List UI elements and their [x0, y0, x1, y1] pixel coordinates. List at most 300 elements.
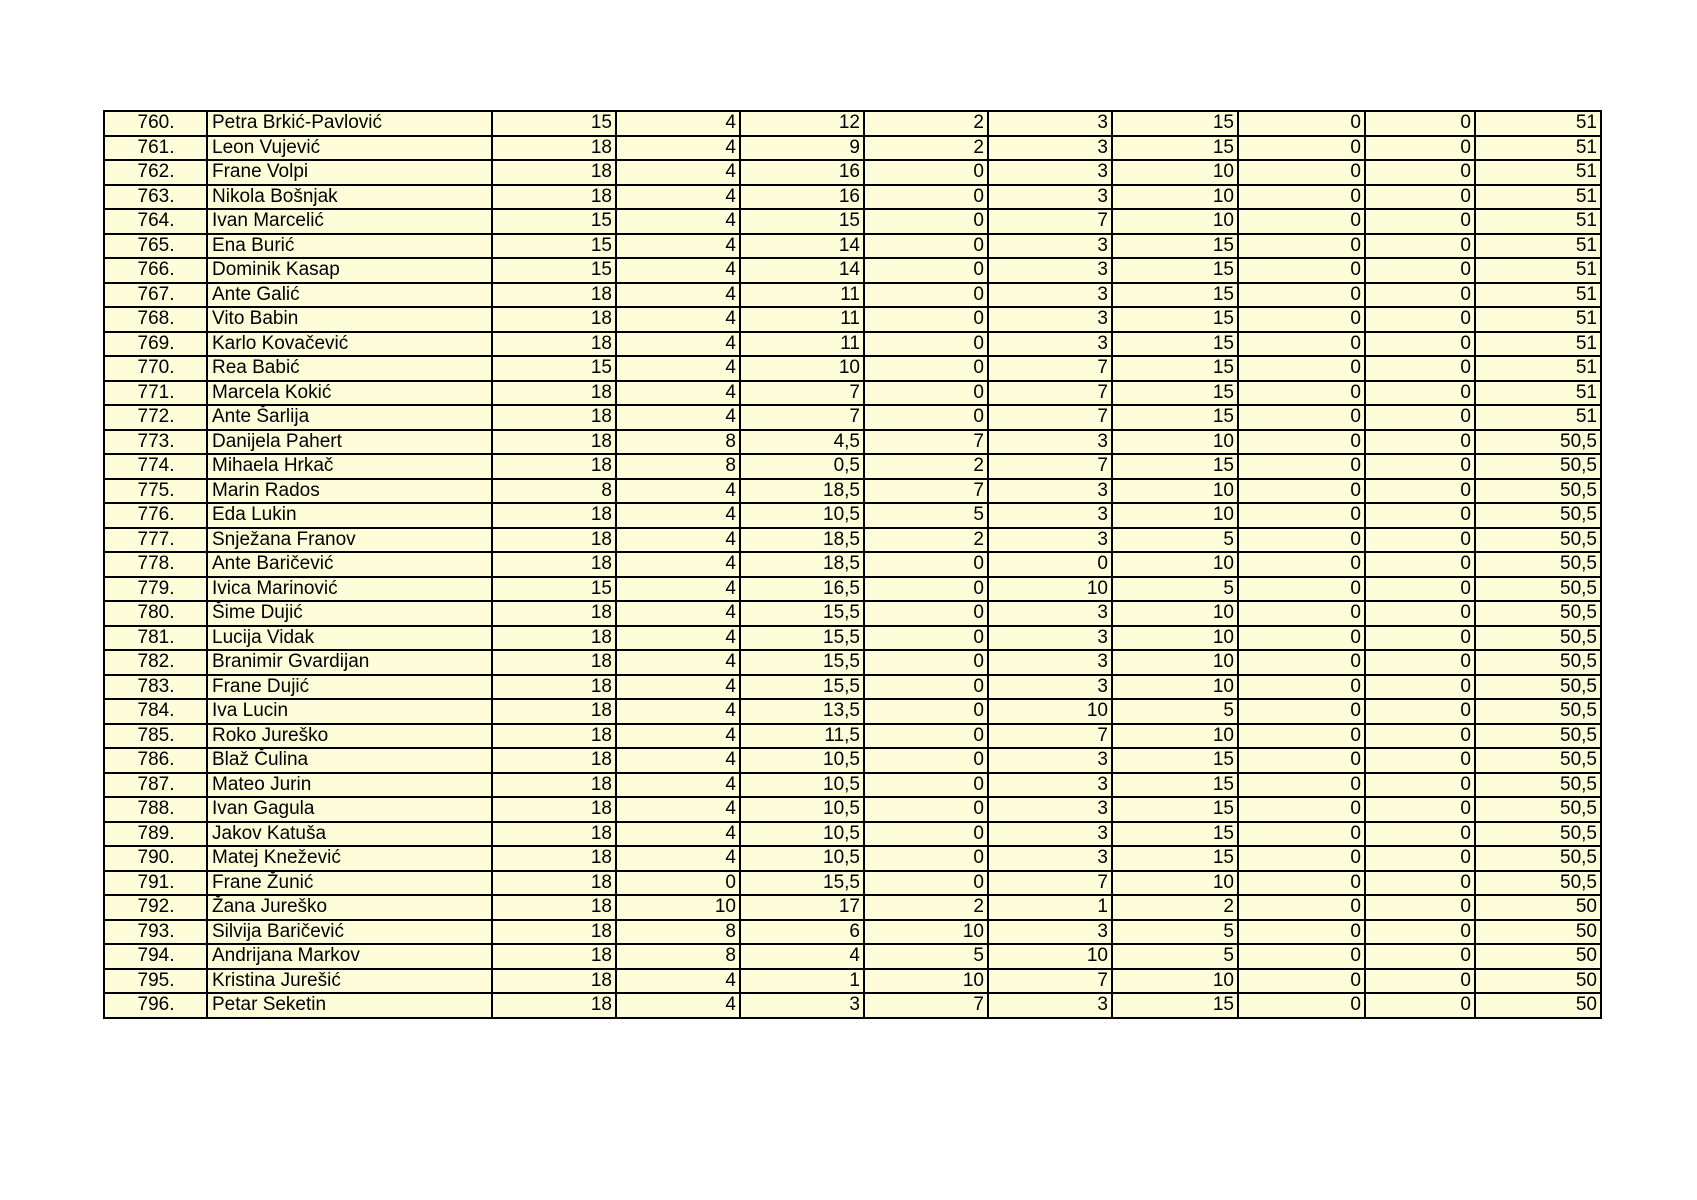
score-cell: 4	[616, 699, 740, 724]
score-cell: 2	[1112, 895, 1238, 920]
name-cell: Roko Jureško	[207, 724, 492, 749]
total-cell: 50,5	[1475, 454, 1601, 479]
table-row	[104, 650, 1601, 675]
score-cell: 0	[1238, 724, 1365, 749]
score-cell: 15	[492, 258, 616, 283]
table-row	[104, 381, 1601, 406]
score-cell: 10	[1112, 724, 1238, 749]
score-cell: 15,5	[740, 626, 864, 651]
score-cell: 14	[740, 258, 864, 283]
score-cell: 4	[616, 993, 740, 1018]
table-row	[104, 136, 1601, 161]
table-row	[104, 332, 1601, 357]
name-cell: Eda Lukin	[207, 503, 492, 528]
score-cell: 5	[1112, 944, 1238, 969]
score-cell: 10,5	[740, 503, 864, 528]
score-cell: 18	[492, 920, 616, 945]
score-cell: 4,5	[740, 430, 864, 455]
score-cell: 0	[1365, 895, 1475, 920]
score-cell: 8	[616, 920, 740, 945]
score-cell: 7	[864, 430, 988, 455]
table-row	[104, 846, 1601, 871]
score-cell: 0	[1365, 871, 1475, 896]
score-cell: 5	[1112, 699, 1238, 724]
score-cell: 0	[1365, 479, 1475, 504]
score-cell: 15	[740, 209, 864, 234]
total-cell: 50,5	[1475, 773, 1601, 798]
score-cell: 0	[1238, 675, 1365, 700]
score-cell: 18	[492, 185, 616, 210]
total-cell: 51	[1475, 209, 1601, 234]
table-row	[104, 185, 1601, 210]
score-cell: 15	[1112, 283, 1238, 308]
score-cell: 4	[616, 773, 740, 798]
table-row	[104, 234, 1601, 259]
score-cell: 15	[492, 234, 616, 259]
score-cell: 0	[1238, 234, 1365, 259]
score-cell: 4	[616, 405, 740, 430]
score-cell: 0	[1238, 969, 1365, 994]
score-cell: 3	[988, 283, 1112, 308]
score-cell: 0	[1365, 160, 1475, 185]
score-cell: 0	[1238, 111, 1365, 136]
rank-cell: 767.	[104, 283, 207, 308]
score-cell: 0	[1365, 405, 1475, 430]
table-row	[104, 356, 1601, 381]
score-cell: 0	[1238, 699, 1365, 724]
score-cell: 0	[1365, 601, 1475, 626]
score-cell: 6	[740, 920, 864, 945]
score-cell: 3	[988, 234, 1112, 259]
score-cell: 3	[988, 258, 1112, 283]
score-cell: 4	[616, 528, 740, 553]
score-cell: 0	[1365, 577, 1475, 602]
table-row	[104, 307, 1601, 332]
score-cell: 15	[492, 577, 616, 602]
score-cell: 0	[1365, 675, 1475, 700]
score-cell: 15	[1112, 822, 1238, 847]
name-cell: Vito Babin	[207, 307, 492, 332]
score-cell: 3	[988, 626, 1112, 651]
score-cell: 3	[988, 993, 1112, 1018]
score-cell: 10,5	[740, 846, 864, 871]
score-cell: 15	[1112, 454, 1238, 479]
score-cell: 0	[1238, 944, 1365, 969]
name-cell: Ena Burić	[207, 234, 492, 259]
name-cell: Rea Babić	[207, 356, 492, 381]
score-cell: 4	[616, 332, 740, 357]
score-cell: 15	[1112, 332, 1238, 357]
score-cell: 10	[1112, 160, 1238, 185]
rank-cell: 795.	[104, 969, 207, 994]
score-cell: 15	[1112, 846, 1238, 871]
score-cell: 0	[1238, 822, 1365, 847]
score-cell: 10	[1112, 626, 1238, 651]
total-cell: 50,5	[1475, 797, 1601, 822]
name-cell: Frane Dujić	[207, 675, 492, 700]
score-cell: 15	[1112, 993, 1238, 1018]
score-cell: 15	[1112, 381, 1238, 406]
results-body	[104, 111, 1601, 1018]
score-cell: 4	[616, 577, 740, 602]
score-cell: 4	[616, 650, 740, 675]
score-cell: 0	[1365, 258, 1475, 283]
score-cell: 4	[740, 944, 864, 969]
score-cell: 3	[988, 528, 1112, 553]
score-cell: 18	[492, 895, 616, 920]
table-row	[104, 920, 1601, 945]
score-cell: 0	[1238, 577, 1365, 602]
name-cell: Nikola Bošnjak	[207, 185, 492, 210]
score-cell: 18	[492, 846, 616, 871]
total-cell: 50	[1475, 944, 1601, 969]
score-cell: 18	[492, 307, 616, 332]
score-cell: 4	[616, 160, 740, 185]
name-cell: Lucija Vidak	[207, 626, 492, 651]
score-cell: 0	[1238, 871, 1365, 896]
score-cell: 0	[864, 577, 988, 602]
total-cell: 51	[1475, 234, 1601, 259]
score-cell: 16,5	[740, 577, 864, 602]
score-cell: 0	[1238, 209, 1365, 234]
table-row	[104, 503, 1601, 528]
total-cell: 51	[1475, 160, 1601, 185]
score-cell: 15	[492, 209, 616, 234]
score-cell: 18	[492, 160, 616, 185]
score-cell: 10	[1112, 601, 1238, 626]
score-cell: 10	[1112, 209, 1238, 234]
score-cell: 0	[1238, 307, 1365, 332]
score-cell: 0	[864, 724, 988, 749]
score-cell: 10	[864, 920, 988, 945]
table-row	[104, 675, 1601, 700]
score-cell: 18	[492, 528, 616, 553]
total-cell: 50,5	[1475, 748, 1601, 773]
score-cell: 7	[740, 405, 864, 430]
score-cell: 0	[864, 601, 988, 626]
score-cell: 0	[1365, 356, 1475, 381]
score-cell: 0	[1238, 283, 1365, 308]
score-cell: 3	[988, 650, 1112, 675]
total-cell: 50,5	[1475, 503, 1601, 528]
score-cell: 18	[492, 699, 616, 724]
name-cell: Leon Vujević	[207, 136, 492, 161]
score-cell: 4	[616, 479, 740, 504]
table-row	[104, 258, 1601, 283]
score-cell: 7	[864, 993, 988, 1018]
name-cell: Ante Šarlija	[207, 405, 492, 430]
total-cell: 51	[1475, 405, 1601, 430]
score-cell: 8	[616, 454, 740, 479]
score-cell: 15	[492, 111, 616, 136]
name-cell: Jakov Katuša	[207, 822, 492, 847]
table-row	[104, 724, 1601, 749]
score-cell: 10	[1112, 552, 1238, 577]
score-cell: 0	[1238, 430, 1365, 455]
score-cell: 0	[1238, 748, 1365, 773]
rank-cell: 792.	[104, 895, 207, 920]
total-cell: 50	[1475, 969, 1601, 994]
score-cell: 3	[988, 332, 1112, 357]
score-cell: 15	[1112, 405, 1238, 430]
score-cell: 0	[1238, 626, 1365, 651]
score-cell: 4	[616, 797, 740, 822]
rank-cell: 796.	[104, 993, 207, 1018]
score-cell: 4	[616, 552, 740, 577]
score-cell: 10	[1112, 430, 1238, 455]
score-cell: 18	[492, 136, 616, 161]
table-row	[104, 552, 1601, 577]
score-cell: 0	[1238, 552, 1365, 577]
rank-cell: 781.	[104, 626, 207, 651]
rank-cell: 760.	[104, 111, 207, 136]
score-cell: 5	[864, 944, 988, 969]
rank-cell: 766.	[104, 258, 207, 283]
score-cell: 18	[492, 454, 616, 479]
score-cell: 15	[1112, 111, 1238, 136]
score-cell: 0	[864, 209, 988, 234]
score-cell: 10	[1112, 503, 1238, 528]
score-cell: 15	[1112, 797, 1238, 822]
score-cell: 18	[492, 626, 616, 651]
score-cell: 4	[616, 234, 740, 259]
score-cell: 3	[988, 307, 1112, 332]
rank-cell: 787.	[104, 773, 207, 798]
score-cell: 10	[864, 969, 988, 994]
total-cell: 50,5	[1475, 650, 1601, 675]
rank-cell: 770.	[104, 356, 207, 381]
table-row	[104, 626, 1601, 651]
name-cell: Marcela Kokić	[207, 381, 492, 406]
total-cell: 51	[1475, 136, 1601, 161]
score-cell: 0	[1238, 650, 1365, 675]
score-cell: 4	[616, 601, 740, 626]
table-row	[104, 993, 1601, 1018]
score-cell: 15,5	[740, 650, 864, 675]
score-cell: 0	[1365, 307, 1475, 332]
score-cell: 0	[864, 797, 988, 822]
name-cell: Silvija Baričević	[207, 920, 492, 945]
score-cell: 0	[1238, 773, 1365, 798]
score-cell: 3	[988, 846, 1112, 871]
rank-cell: 793.	[104, 920, 207, 945]
score-cell: 15	[1112, 748, 1238, 773]
score-cell: 0	[864, 675, 988, 700]
total-cell: 50,5	[1475, 675, 1601, 700]
total-cell: 50,5	[1475, 724, 1601, 749]
score-cell: 0	[864, 160, 988, 185]
score-cell: 8	[616, 944, 740, 969]
score-cell: 15	[1112, 258, 1238, 283]
score-cell: 0	[864, 356, 988, 381]
total-cell: 50,5	[1475, 430, 1601, 455]
score-cell: 7	[740, 381, 864, 406]
score-cell: 0	[864, 332, 988, 357]
score-cell: 4	[616, 724, 740, 749]
name-cell: Mihaela Hrkač	[207, 454, 492, 479]
score-cell: 0	[1365, 993, 1475, 1018]
rank-cell: 776.	[104, 503, 207, 528]
name-cell: Mateo Jurin	[207, 773, 492, 798]
score-cell: 3	[988, 503, 1112, 528]
score-cell: 8	[492, 479, 616, 504]
score-cell: 0	[1238, 920, 1365, 945]
score-cell: 3	[988, 111, 1112, 136]
score-cell: 0	[1238, 528, 1365, 553]
score-cell: 10,5	[740, 748, 864, 773]
table-row	[104, 454, 1601, 479]
score-cell: 18	[492, 773, 616, 798]
score-cell: 4	[616, 136, 740, 161]
score-cell: 0	[1365, 234, 1475, 259]
score-cell: 4	[616, 283, 740, 308]
name-cell: Šime Dujić	[207, 601, 492, 626]
score-cell: 0	[864, 626, 988, 651]
rank-cell: 783.	[104, 675, 207, 700]
score-cell: 0	[864, 773, 988, 798]
score-cell: 18	[492, 283, 616, 308]
score-cell: 4	[616, 258, 740, 283]
score-cell: 4	[616, 503, 740, 528]
score-cell: 4	[616, 675, 740, 700]
score-cell: 0	[864, 283, 988, 308]
score-cell: 0	[1365, 430, 1475, 455]
score-cell: 0	[1365, 111, 1475, 136]
score-cell: 5	[1112, 920, 1238, 945]
score-cell: 11,5	[740, 724, 864, 749]
score-cell: 18	[492, 993, 616, 1018]
score-cell: 15	[1112, 234, 1238, 259]
score-cell: 10	[1112, 650, 1238, 675]
score-cell: 3	[988, 185, 1112, 210]
score-cell: 15	[492, 356, 616, 381]
score-cell: 3	[988, 797, 1112, 822]
score-cell: 0	[1238, 185, 1365, 210]
table-row	[104, 944, 1601, 969]
score-cell: 18,5	[740, 552, 864, 577]
rank-cell: 775.	[104, 479, 207, 504]
name-cell: Ivan Marcelić	[207, 209, 492, 234]
score-cell: 0	[864, 748, 988, 773]
score-cell: 2	[864, 528, 988, 553]
score-cell: 0	[864, 185, 988, 210]
table-row	[104, 822, 1601, 847]
score-cell: 10	[616, 895, 740, 920]
score-cell: 0	[1238, 479, 1365, 504]
score-cell: 0	[1365, 699, 1475, 724]
score-cell: 0	[1365, 822, 1475, 847]
score-cell: 0	[1365, 454, 1475, 479]
name-cell: Andrijana Markov	[207, 944, 492, 969]
rank-cell: 784.	[104, 699, 207, 724]
score-cell: 0	[988, 552, 1112, 577]
score-cell: 0	[1238, 454, 1365, 479]
rank-cell: 778.	[104, 552, 207, 577]
score-cell: 10,5	[740, 822, 864, 847]
score-cell: 0	[1238, 503, 1365, 528]
total-cell: 51	[1475, 356, 1601, 381]
score-cell: 2	[864, 895, 988, 920]
name-cell: Danijela Pahert	[207, 430, 492, 455]
score-cell: 0	[1365, 724, 1475, 749]
total-cell: 50,5	[1475, 528, 1601, 553]
name-cell: Branimir Gvardijan	[207, 650, 492, 675]
name-cell: Frane Žunić	[207, 871, 492, 896]
score-cell: 0,5	[740, 454, 864, 479]
score-cell: 0	[1365, 332, 1475, 357]
score-cell: 14	[740, 234, 864, 259]
score-cell: 3	[988, 601, 1112, 626]
score-cell: 10	[988, 944, 1112, 969]
score-cell: 18	[492, 601, 616, 626]
score-cell: 3	[988, 479, 1112, 504]
score-cell: 18,5	[740, 479, 864, 504]
score-cell: 0	[864, 258, 988, 283]
table-row	[104, 479, 1601, 504]
rank-cell: 791.	[104, 871, 207, 896]
total-cell: 51	[1475, 381, 1601, 406]
total-cell: 50	[1475, 895, 1601, 920]
name-cell: Matej Knežević	[207, 846, 492, 871]
total-cell: 50,5	[1475, 479, 1601, 504]
score-cell: 17	[740, 895, 864, 920]
name-cell: Frane Volpi	[207, 160, 492, 185]
score-cell: 3	[988, 773, 1112, 798]
score-cell: 18	[492, 871, 616, 896]
score-cell: 0	[1238, 993, 1365, 1018]
total-cell: 50,5	[1475, 626, 1601, 651]
score-cell: 18,5	[740, 528, 864, 553]
rank-cell: 762.	[104, 160, 207, 185]
score-cell: 0	[1365, 503, 1475, 528]
score-cell: 3	[988, 920, 1112, 945]
score-cell: 0	[864, 405, 988, 430]
score-cell: 18	[492, 944, 616, 969]
score-cell: 0	[1365, 185, 1475, 210]
score-cell: 0	[864, 552, 988, 577]
score-cell: 7	[988, 871, 1112, 896]
score-cell: 0	[1238, 405, 1365, 430]
score-cell: 0	[864, 234, 988, 259]
score-cell: 3	[988, 748, 1112, 773]
score-cell: 0	[1365, 552, 1475, 577]
score-cell: 7	[988, 454, 1112, 479]
score-cell: 13,5	[740, 699, 864, 724]
score-cell: 3	[740, 993, 864, 1018]
score-cell: 18	[492, 797, 616, 822]
score-cell: 0	[864, 822, 988, 847]
score-cell: 1	[740, 969, 864, 994]
score-cell: 10	[988, 699, 1112, 724]
name-cell: Kristina Jurešić	[207, 969, 492, 994]
score-cell: 18	[492, 822, 616, 847]
score-cell: 18	[492, 405, 616, 430]
score-cell: 4	[616, 822, 740, 847]
rank-cell: 761.	[104, 136, 207, 161]
score-cell: 0	[1365, 626, 1475, 651]
score-cell: 4	[616, 626, 740, 651]
total-cell: 51	[1475, 258, 1601, 283]
total-cell: 50	[1475, 993, 1601, 1018]
score-cell: 5	[1112, 528, 1238, 553]
rank-cell: 779.	[104, 577, 207, 602]
rank-cell: 774.	[104, 454, 207, 479]
score-cell: 0	[1365, 209, 1475, 234]
total-cell: 50,5	[1475, 552, 1601, 577]
rank-cell: 763.	[104, 185, 207, 210]
total-cell: 50,5	[1475, 699, 1601, 724]
total-cell: 51	[1475, 185, 1601, 210]
